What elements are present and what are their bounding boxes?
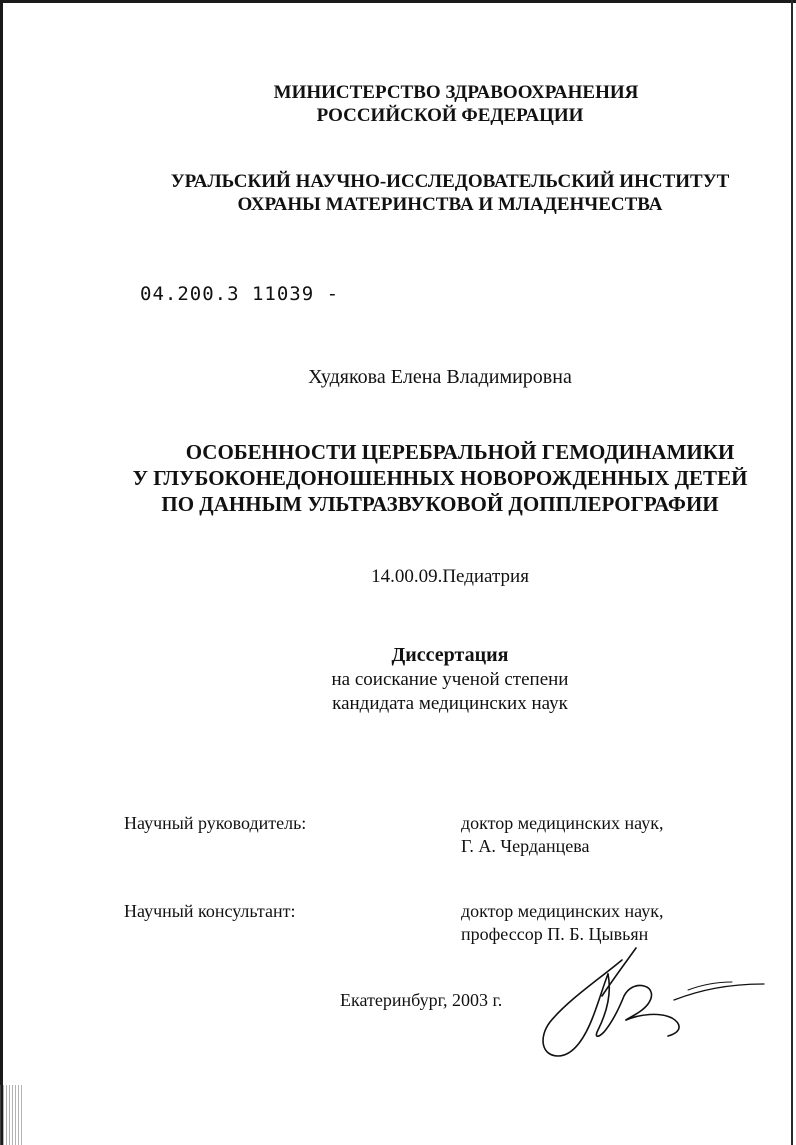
dissertation-type: Диссертация bbox=[391, 644, 509, 666]
institute-line-2: ОХРАНЫ МАТЕРИНСТВА И МЛАДЕНЧЕСТВА bbox=[237, 194, 663, 215]
scan-border-left bbox=[0, 0, 3, 1145]
supervisor-label: Научный руководитель: bbox=[124, 813, 307, 833]
ministry-line-2: РОССИЙСКОЙ ФЕДЕРАЦИИ bbox=[316, 105, 584, 126]
handwritten-signature bbox=[528, 940, 768, 1070]
scan-noise bbox=[0, 1085, 22, 1145]
consultant-degree: доктор медицинских наук, bbox=[461, 901, 664, 921]
degree-line-1: на соискание ученой степени bbox=[331, 669, 569, 690]
author-name: Худякова Елена Владимировна bbox=[308, 366, 572, 388]
degree-line-2: кандидата медицинских наук bbox=[332, 693, 568, 714]
supervisor-name: Г. А. Черданцева bbox=[461, 836, 590, 856]
registration-code: 04.200.3 11039 - bbox=[140, 283, 340, 305]
title-line-2: У ГЛУБОКОНЕДОНОШЕННЫХ НОВОРОЖДЕННЫХ ДЕТЕЙ bbox=[132, 466, 748, 490]
title-line-1: ОСОБЕННОСТИ ЦЕРЕБРАЛЬНОЙ ГЕМОДИНАМИКИ bbox=[185, 440, 735, 464]
consultant-label: Научный консультант: bbox=[124, 901, 296, 921]
scan-border-top bbox=[0, 0, 796, 3]
consultant-name: профессор П. Б. Цывьян bbox=[461, 924, 649, 944]
supervisor-degree: доктор медицинских наук, bbox=[461, 813, 664, 833]
city-year: Екатеринбург, 2003 г. bbox=[340, 990, 503, 1010]
specialty-code: 14.00.09.Педиатрия bbox=[371, 566, 529, 587]
ministry-line-1: МИНИСТЕРСТВО ЗДРАВООХРАНЕНИЯ bbox=[273, 82, 639, 103]
institute-line-1: УРАЛЬСКИЙ НАУЧНО-ИССЛЕДОВАТЕЛЬСКИЙ ИНСТИТУТ bbox=[170, 171, 730, 192]
title-line-3: ПО ДАННЫМ УЛЬТРАЗВУКОВОЙ ДОППЛЕРОГРАФИИ bbox=[161, 492, 719, 516]
